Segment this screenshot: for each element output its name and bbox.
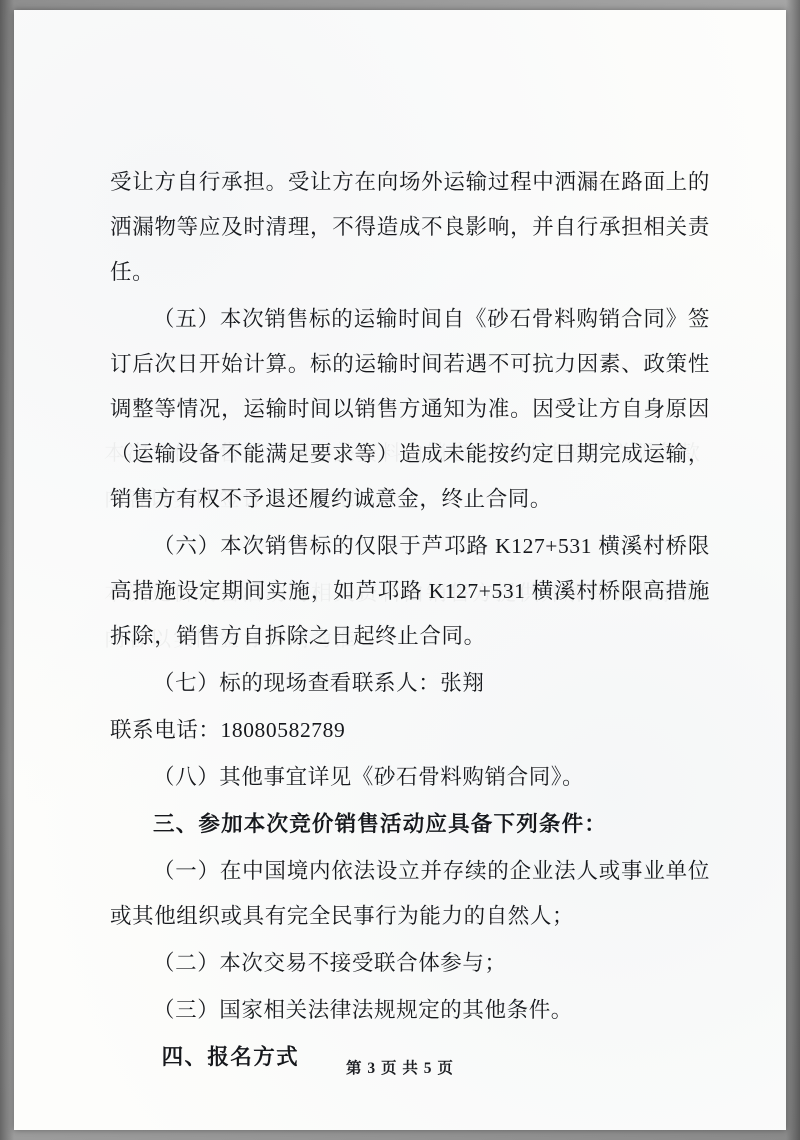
paragraph-p2: （五）本次销售标的运输时间自《砂石骨料购销合同》签订后次日开始计算。标的运输时间若遇不可抗力因素、政策性调整等情况，运输时间以销售方通知为准。因受让方自身原因（运输设备不能满足要求等）造成未能按约定日期完成运输，销售方有权不予退还履约诚意金，终止合同。: [110, 307, 710, 511]
paragraph-p8: （一）在中国境内依法设立并存续的企业法人或事业单位或其他组织或具有完全民事行为能力的自然人；: [110, 859, 710, 928]
left-edge-shadow: [0, 0, 14, 1140]
paragraph-p6: （八）其他事宜详见《砂石骨料购销合同》。: [153, 765, 585, 789]
paragraph-p3: （六）本次销售标的仅限于芦邛路 K127+531 横溪村桥限高措施设定期间实施，如芦邛路 K127+531 横溪村桥限高措施拆除，销售方自拆除之日起终止合同。: [110, 534, 710, 648]
paragraph-p5: 联系电话：18080582789: [110, 718, 346, 742]
document-page: [14, 10, 786, 1130]
right-edge-shadow: [786, 0, 800, 1140]
paragraph-p9: （二）本次交易不接受联合体参与；: [153, 951, 507, 975]
paragraph-p10: （三）国家相关法律法规规定的其他条件。: [153, 998, 573, 1022]
document-body: [110, 160, 710, 1082]
paragraph-p4: （七）标的现场查看联系人：张翔: [153, 671, 485, 695]
page-footer: 第 3 页 共 5 页: [346, 1060, 454, 1077]
section-heading-four: 四、报名方式: [161, 1045, 299, 1069]
section-heading-three: 三、参加本次竞价销售活动应具备下列条件：: [153, 812, 608, 836]
paragraph-p1: 受让方自行承担。受让方在向场外运输过程中洒漏在路面上的洒漏物等应及时清理，不得造成不良影响，并自行承担相关责任。: [110, 170, 710, 284]
